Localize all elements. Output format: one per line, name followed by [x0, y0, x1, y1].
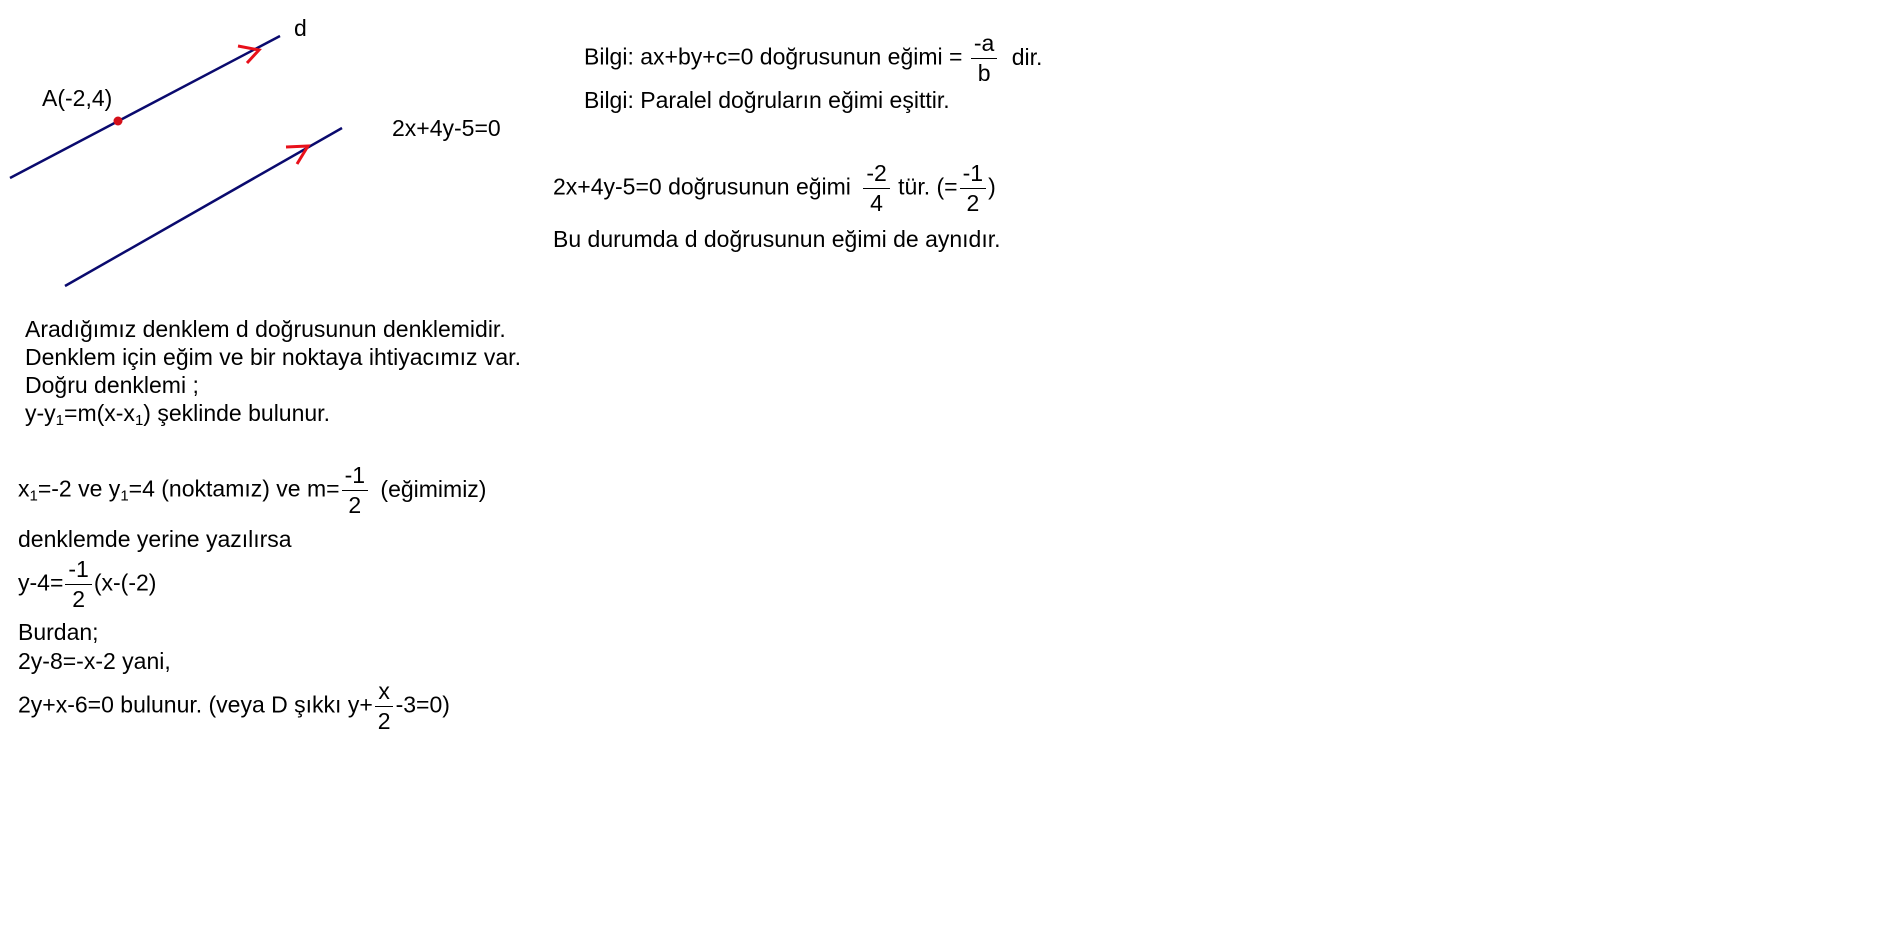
solution-line-3-b: (x-(-2): [93, 569, 157, 596]
explain-line-4-c: ) şeklinde bulunur.: [143, 400, 330, 426]
slope-line-2: Bu durumda d doğrusunun eğimi de aynıdır.: [553, 226, 1001, 252]
fraction-numerator: -1: [65, 558, 91, 585]
slope-line-1-mid: tür. (=: [898, 173, 958, 200]
explain-line-2: Denklem için eğim ve bir noktaya ihtiyacımız var.: [25, 344, 521, 370]
explain-line-3: Doğru denklemi ;: [25, 372, 199, 398]
explain-line-4-b: =m(x-x: [64, 400, 135, 426]
explain-line-1: Aradığımız denklem d doğrusunun denklemidir.: [25, 316, 506, 342]
fraction-denominator: 2: [966, 190, 980, 216]
explain-line-4-a: y-y: [25, 400, 56, 426]
point-a: [114, 117, 123, 126]
slope-line-1-close: ): [988, 173, 996, 200]
solution-line-1-c: =4 (noktamız) ve m=: [128, 475, 340, 502]
slope-line-1: [553, 162, 996, 215]
fraction-denominator: 2: [72, 586, 86, 612]
slope-value-fraction: [342, 464, 368, 517]
fraction-denominator: 2: [377, 708, 391, 734]
fraction-denominator: b: [977, 60, 991, 86]
fraction-numerator: -1: [342, 464, 368, 491]
solution-line-4: Burdan;: [18, 619, 99, 645]
fraction-numerator: -1: [960, 162, 986, 189]
point-a-label: A(-2,4): [42, 85, 113, 111]
solution-line-1-d: (eğimimiz): [380, 475, 487, 502]
subscript: 1: [120, 487, 129, 505]
final-answer-fraction: [375, 680, 394, 733]
subscript: 1: [134, 412, 144, 429]
solution-line-3: [18, 558, 156, 611]
given-line: [65, 128, 342, 286]
slope-line-1-text: 2x+4y-5=0 doğrusunun eğimi: [553, 173, 851, 200]
slope-formula-fraction: [971, 32, 997, 85]
solution-line-3-a: y-4=: [18, 569, 64, 596]
info-line-1: [584, 32, 1042, 85]
subscript: 1: [55, 412, 65, 429]
explain-line-4: [25, 400, 330, 429]
given-line-label: 2x+4y-5=0: [392, 115, 501, 141]
fraction-numerator: -a: [971, 32, 997, 59]
solution-line-1-a: x: [18, 475, 30, 502]
fraction-denominator: 2: [348, 492, 362, 518]
solution-line-1: [18, 464, 486, 517]
info-line-1-suffix: dir.: [1011, 43, 1043, 70]
info-line-1-text: Bilgi: ax+by+c=0 doğrusunun eğimi =: [584, 43, 963, 70]
info-line-2: Bilgi: Paralel doğruların eğimi eşittir.: [584, 87, 950, 113]
fraction-numerator: -2: [863, 162, 889, 189]
solution-line-6-a: 2y+x-6=0 bulunur. (veya D şıkkı y+: [18, 691, 373, 718]
line-d-label: d: [294, 15, 307, 41]
solution-line-5: 2y-8=-x-2 yani,: [18, 648, 171, 674]
solution-line-2: denklemde yerine yazılırsa: [18, 526, 292, 552]
fraction-numerator: x: [375, 680, 393, 707]
parallel-lines-figure: [0, 0, 560, 300]
substituted-slope-fraction: [65, 558, 91, 611]
line-d-arrow-icon: [238, 46, 259, 63]
solution-line-1-b: =-2 ve y: [37, 475, 121, 502]
slope-fraction: [863, 162, 889, 215]
simplified-slope-fraction: [960, 162, 986, 215]
fraction-denominator: 4: [870, 190, 883, 216]
subscript: 1: [29, 487, 38, 505]
solution-line-6: [18, 680, 450, 733]
solution-line-6-b: -3=0): [395, 691, 450, 718]
